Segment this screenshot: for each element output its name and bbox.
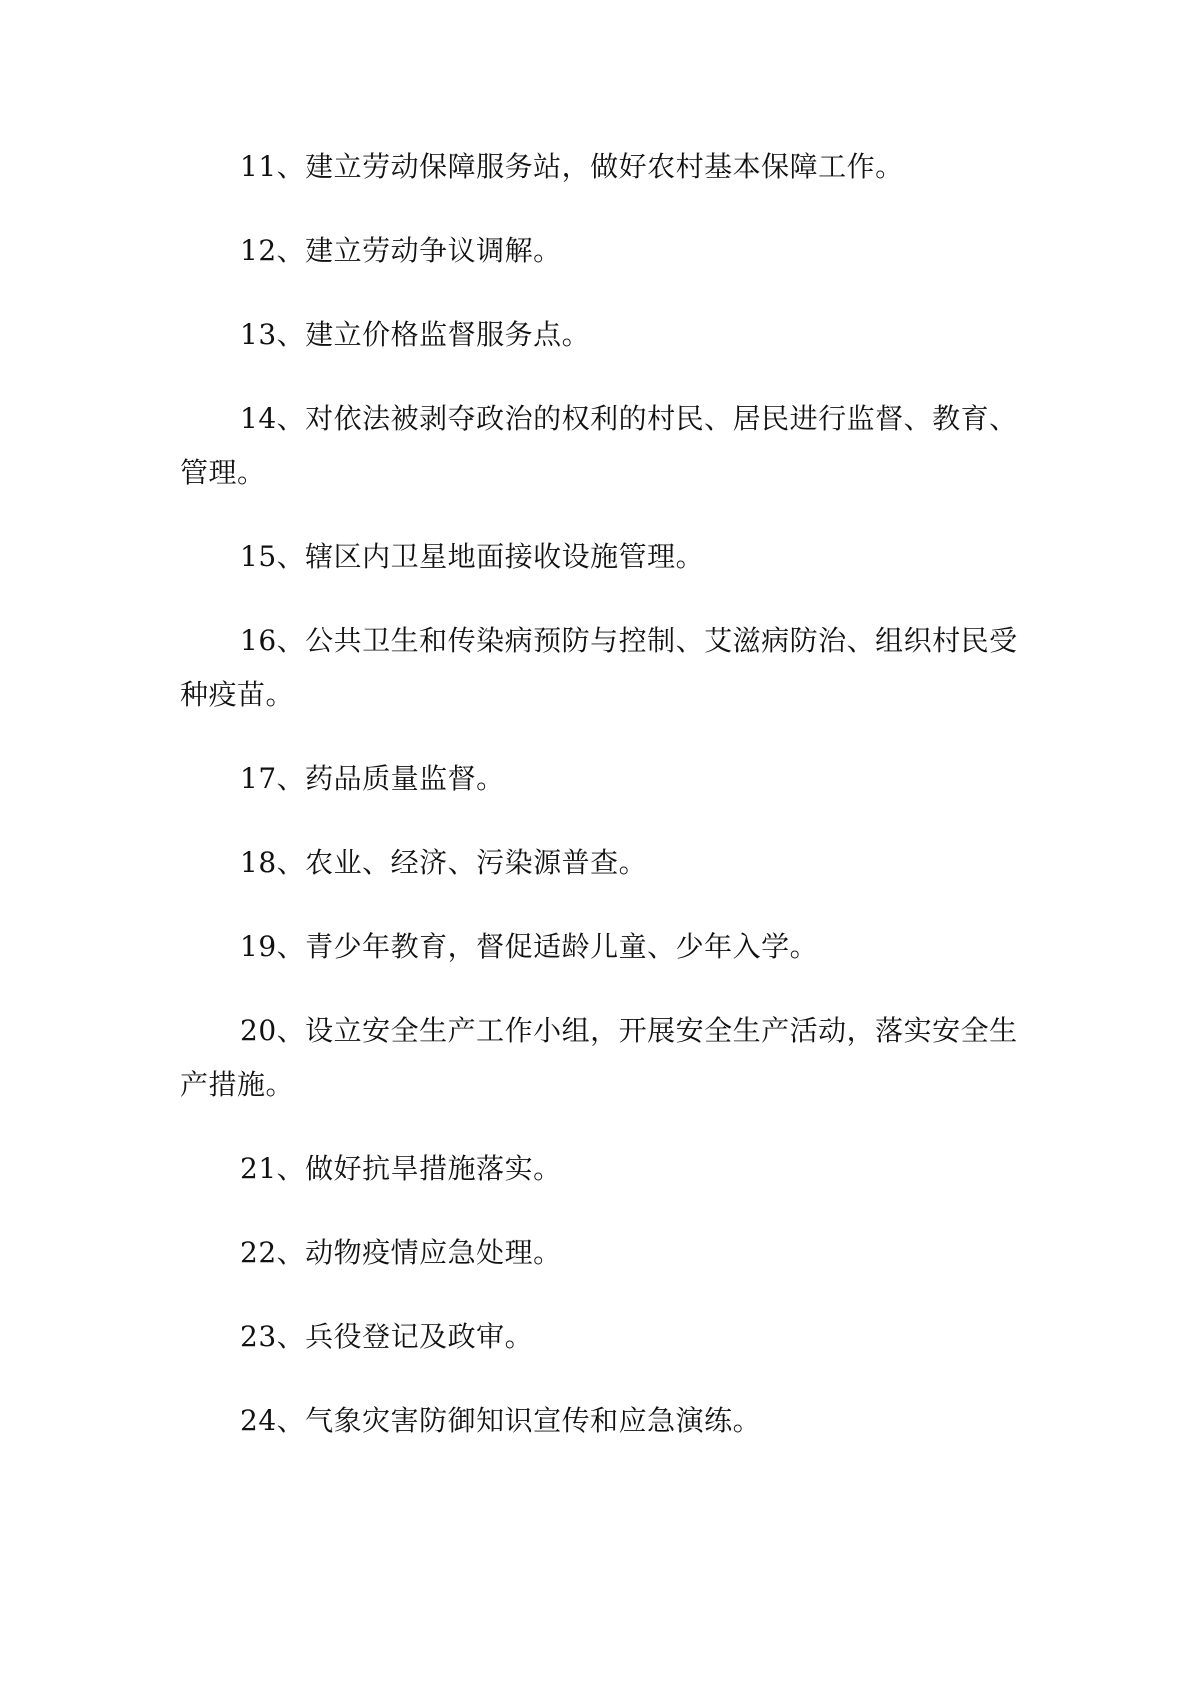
list-item: 18、农业、经济、污染源普查。	[240, 846, 648, 879]
list-item: 11、建立劳动保障服务站，做好农村基本保障工作。	[240, 150, 904, 183]
list-item: 20、设立安全生产工作小组，开展安全生产活动，落实安全生产措施。	[180, 1014, 1018, 1101]
list-item: 14、对依法被剥夺政治的权利的村民、居民进行监督、教育、管理。	[180, 402, 1018, 489]
list-item: 23、兵役登记及政审。	[240, 1320, 534, 1353]
list-item: 15、辖区内卫星地面接收设施管理。	[240, 540, 705, 573]
list-item: 13、建立价格监督服务点。	[240, 318, 591, 351]
document-body	[180, 140, 1020, 1478]
list-item: 21、做好抗旱措施落实。	[240, 1152, 562, 1185]
list-item: 24、气象灾害防御知识宣传和应急演练。	[240, 1404, 762, 1437]
list-item: 12、建立劳动争议调解。	[240, 234, 562, 267]
list-item: 17、药品质量监督。	[240, 762, 505, 795]
list-item: 22、动物疫情应急处理。	[240, 1236, 562, 1269]
list-item: 19、青少年教育，督促适龄儿童、少年入学。	[240, 930, 819, 963]
list-item: 16、公共卫生和传染病预防与控制、艾滋病防治、组织村民受种疫苗。	[180, 624, 1018, 711]
